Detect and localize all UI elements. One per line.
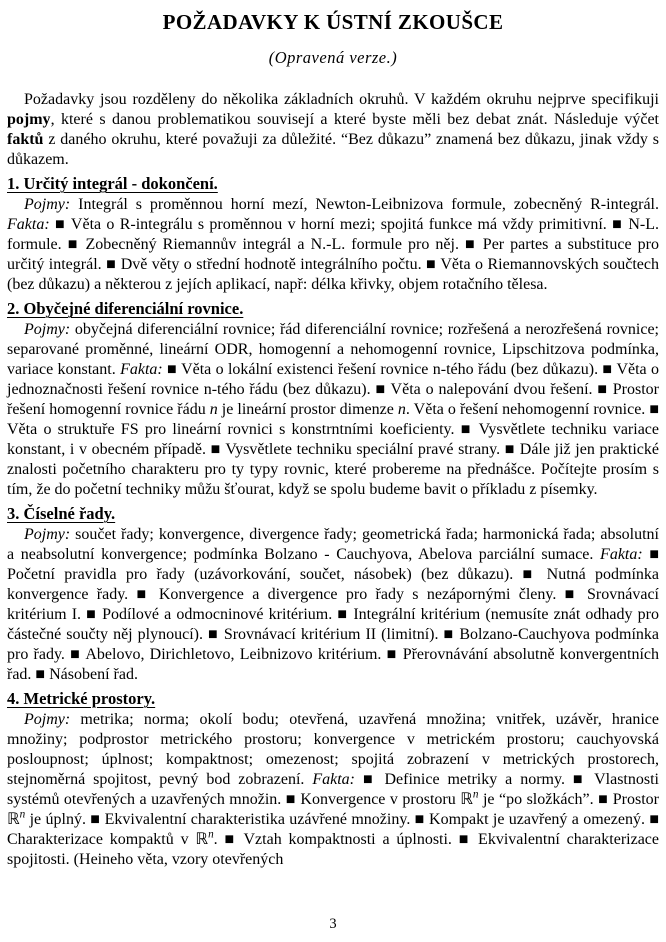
- section-1-definite-integral: [7, 173, 659, 295]
- section-1-body: Pojmy: Integrál s proměnnou horní mezí, Newton-Leibnizova formule, zobecněný R-integrál. Fakta: ■ Věta o R-integrálu s proměnnou v horní mezi; spojitá funkce má vždy primitivní. ■ N-L. formule. ■ Zobecněný Riemannův integrál a N.-L. formule pro něj. ■ Per partes a substituce pro určitý integrál. ■ Dvě věty o střední hodnotě integrálního počtu. ■ Věta o Riemannovských součtech (bez důkazu) a některou z jejích aplikací, např: délka křivky, objem rotačního tělesa.: [7, 196, 659, 293]
- section-4-body: Pojmy: metrika; norma; okolí bodu; otevřená, uzavřená množina; vnitřek, uzávěr, hranice množiny; podprostor metrického prostoru; konvergence v metrickém prostoru; cauchyovská posloupnost; úplnost; kompaktnost; omezenost; spojitá zobrazení v metrických prostorech, stejnoměrná spojitost, pevný bod zobrazení. Fakta: ■ Definice metriky a normy. ■ Vlastnosti systémů otevřených a uzavřených množin. ■ Konvergence v prostoru ℝ$^n$ je “po složkách”. ■ Prostor ℝ$^n$ je úplný. ■ Ekvivalentní charakteristika uzávřené množiny. ■ Kompakt je uzavřený a omezený. ■ Charakterizace kompaktů v ℝ$^n$. ■ Vztah kompaktnosti a úplnosti. ■ Ekvivalentní charakterizace spojitosti. (Heineho věta, vzory otevřených: [7, 711, 659, 868]
- document-subtitle: (Opravená verze.): [268, 48, 398, 67]
- section-2-heading: 2. Obyčejné diferenciální rovnice.: [7, 299, 244, 318]
- document-title: POŽADAVKY K ÚSTNÍ ZKOUŠCE: [162, 10, 504, 34]
- page-number: 3: [329, 916, 337, 932]
- section-2-body: Pojmy: obyčejná diferenciální rovnice; řád diferenciální rovnice; rozřešená a nerozřešená rovnice; separované proměnné, lineární ODR, homogenní a nehomogenní rovnice, Lipschitzova podmínka, variace konstant. Fakta: ■ Věta o lokální existenci řešení rovnice n-tého řádu (bez důkazu). ■ Věta o jednoznačnosti řešení rovnice n-tého řádu (bez důkazu). ■ Věta o nalepování dvou řešení. ■ Prostor řešení homogenní rovnice řádu n je lineární prostor dimenze n. Věta o řešení nehomogenní rovnice. ■ Věta o struktuře FS pro lineární rovnici s konstrntními koeficienty. ■ Vysvětlete techniku variace konstant, i v obecném případě. ■ Vysvětlete techniku speciální pravé strany. ■ Dále již jen praktické znalosti početního charakteru pro ty typy rovnic, které probereme na přednášce. Počítejte prosím s tím, že do početní techniky můžu šťourat, když se spolu budeme bavit o příkladu z písemky.: [7, 321, 659, 498]
- section-3-number-series: [7, 503, 659, 685]
- section-2-differential-equations: [7, 298, 659, 500]
- section-3-body: Pojmy: součet řady; konvergence, divergence řady; geometrická řada; harmonická řada; absolutní a neabsolutní konvergence; podmínka Bolzano - Cauchyova, Abelova parciální sumace. Fakta: ■ Početní pravidla pro řady (uzávorkování, součet, násobek) (bez důkazu). ■ Nutná podmínka konvergence řady. ■ Konvergence a divergence pro řady s nezápornými členy. ■ Srovnávací kritérium I. ■ Podílové a odmocninové kritérium. ■ Integrální kritérium (nemusíte znát odhady pro částečné součty něj plynoucí). ■ Srovnávací kritérium II (limitní). ■ Bolzano-Cauchyova podmínka pro řady. ■ Abelovo, Dirichletovo, Leibnizovo kritérium. ■ Přerovnávání absolutně konvergentních řad. ■ Násobení řad.: [7, 526, 660, 683]
- section-4-heading: 4. Metrické prostory.: [7, 689, 156, 708]
- section-4-metric-spaces: [7, 688, 659, 870]
- section-1-heading: 1. Určitý integrál - dokončení.: [7, 174, 218, 193]
- intro-paragraph: Požadavky jsou rozděleny do několika základních okruhů. V každém okruhu nejprve specifikuji pojmy, které s danou problematikou souvisejí a které byste měli bez debat znát. Následuje výčet faktů z daného okruhu, které považuji za důležité. “Bez důkazu” znamená bez důkazu, jinak vždy s důkazem.: [7, 91, 659, 168]
- section-3-heading: 3. Číselné řady.: [7, 504, 116, 523]
